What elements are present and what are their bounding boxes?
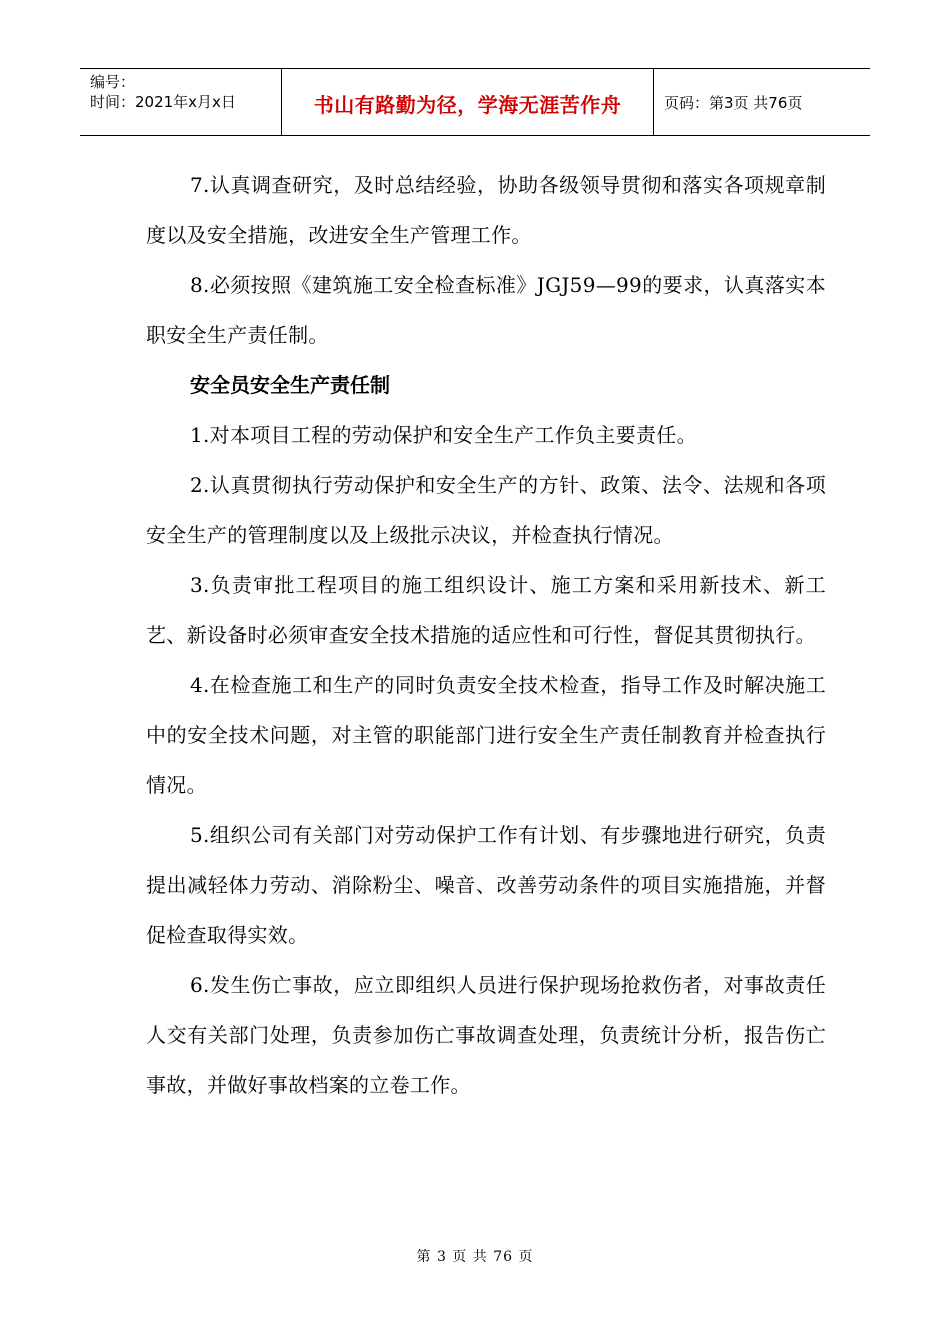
paragraph: 5.组织公司有关部门对劳动保护工作有计划、有步骤地进行研究，负责提出减轻体力劳动、消除粉尘、噪音、改善劳动条件的项目实施措施，并督促检查取得实效。 [146,823,826,947]
paragraph: 2.认真贯彻执行劳动保护和安全生产的方针、政策、法令、法规和各项安全生产的管理制度以及上级批示决议，并检查执行情况。 [146,473,826,547]
paragraph: 8.必须按照《建筑施工安全检查标准》JGJ59—99的要求，认真落实本职安全生产责任制。 [146,273,826,347]
footer-page-number: 第 3 页 共 76 页 [416,1249,534,1265]
paragraph: 3.负责审批工程项目的施工组织设计、施工方案和采用新技术、新工艺、新设备时必须审查安全技术措施的适应性和可行性，督促其贯彻执行。 [146,573,826,647]
header-page-cell [654,69,870,135]
paragraph: 7.认真调查研究，及时总结经验，协助各级领导贯彻和落实各项规章制度以及安全措施，改进安全生产管理工作。 [146,173,826,247]
document-body [146,160,826,1110]
header-motto-cell [282,69,654,135]
document-header [80,68,870,136]
paragraph: 1.对本项目工程的劳动保护和安全生产工作负主要责任。 [190,423,697,447]
section-title: 安全员安全生产责任制 [190,373,390,397]
document-number-label: 编号： [90,73,136,91]
header-motto: 书山有路勤为径，学海无涯苦作舟 [313,92,622,117]
paragraph: 6.发生伤亡事故，应立即组织人员进行保护现场抢救伤者，对事故责任人交有关部门处理，负责参加伤亡事故调查处理，负责统计分析，报告伤亡事故，并做好事故档案的立卷工作。 [146,973,826,1097]
header-meta-cell [80,69,282,135]
header-page-info: 页码：第3页 共76页 [664,93,803,112]
page-footer [0,1246,950,1266]
paragraph: 4.在检查施工和生产的同时负责安全技术检查，指导工作及时解决施工中的安全技术问题，对主管的职能部门进行安全生产责任制教育并检查执行情况。 [146,673,826,797]
document-date-label: 时间：2021年x月x日 [90,93,236,111]
